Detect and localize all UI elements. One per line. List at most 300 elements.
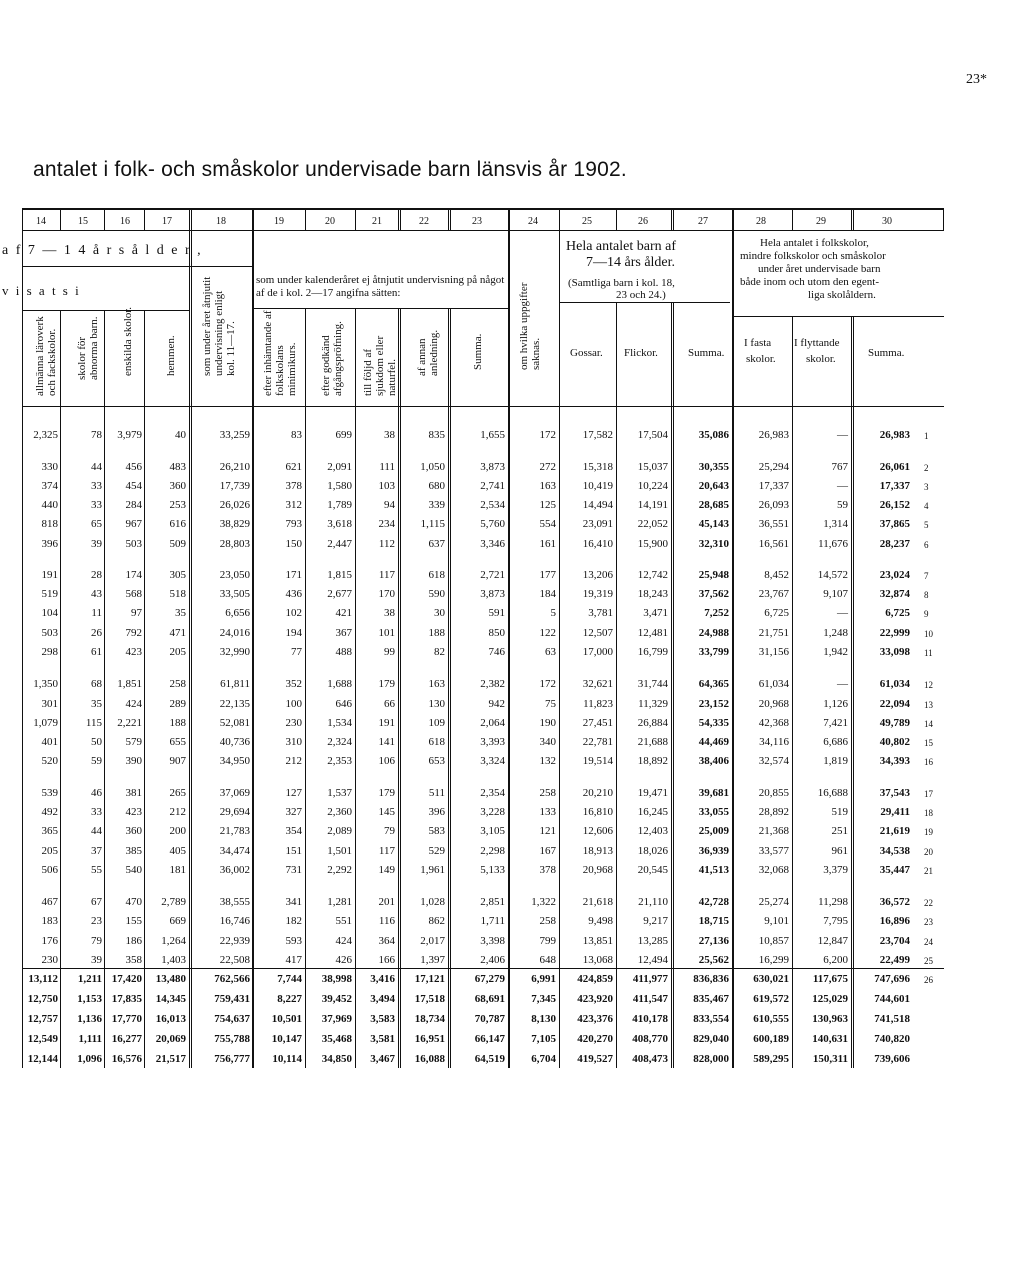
- table-cell: 961: [831, 845, 848, 857]
- table-cell: 33,505: [219, 588, 250, 600]
- table-cell: 27,136: [698, 935, 729, 947]
- table-cell: —: [837, 480, 848, 492]
- table-cell: 551: [335, 915, 352, 927]
- table-cell: 26,152: [879, 499, 910, 511]
- table-cell: 440: [41, 499, 58, 511]
- table-cell: 34,474: [219, 845, 250, 857]
- table-cell: 39: [91, 954, 102, 966]
- table-cell: 554: [539, 518, 556, 530]
- header-col17: hemmen.: [165, 335, 177, 376]
- table-cell: 12,494: [637, 954, 668, 966]
- col-rule: [60, 208, 61, 230]
- header-col22: af annan anledning.: [416, 329, 440, 376]
- header-age-span: a f 7 — 1 4 å r s å l d e r ,: [2, 243, 203, 258]
- table-cell: 200: [169, 825, 186, 837]
- table-cell: 31,156: [758, 646, 789, 658]
- table-cell: 16,013: [155, 1013, 186, 1025]
- table-cell: 2,089: [327, 825, 352, 837]
- col-rule: [792, 208, 793, 230]
- table-cell: 68,691: [474, 993, 505, 1005]
- row-number: 9: [924, 609, 929, 619]
- table-cell: —: [837, 607, 848, 619]
- table-cell: 3,379: [823, 864, 848, 876]
- header-group-28-30-line2: mindre folkskolor och småskolor: [740, 250, 886, 262]
- column-number: 24: [528, 216, 538, 227]
- table-cell: 358: [125, 954, 142, 966]
- table-cell: 61,811: [220, 678, 250, 690]
- table-cell: 28,685: [698, 499, 729, 511]
- table-cell: 22,499: [879, 954, 910, 966]
- table-cell: 1,851: [117, 678, 142, 690]
- table-cell: 24,988: [698, 627, 729, 639]
- table-cell: 15,037: [637, 461, 668, 473]
- row-number: 5: [924, 520, 929, 530]
- table-cell: 116: [378, 915, 395, 927]
- table-cell: 18,913: [582, 845, 613, 857]
- table-cell: 38: [384, 607, 395, 619]
- table-cell: 33,259: [219, 429, 250, 441]
- table-cell: 33,055: [698, 806, 729, 818]
- table-cell: 3,398: [480, 935, 505, 947]
- table-cell: 30: [434, 607, 445, 619]
- table-cell: 34,950: [219, 755, 250, 767]
- table-cell: 32,990: [219, 646, 250, 658]
- header-col29-line2: skolor.: [806, 353, 836, 365]
- table-cell: 34,393: [879, 755, 910, 767]
- header-bottom-rule: [22, 406, 944, 407]
- table-cell: 190: [539, 717, 556, 729]
- table-cell: 341: [285, 896, 302, 908]
- table-cell: 744,601: [874, 993, 910, 1005]
- table-cell: 8,227: [277, 993, 302, 1005]
- row-number: 1: [924, 431, 929, 441]
- table-cell: 205: [41, 845, 58, 857]
- column-number: 29: [816, 216, 826, 227]
- table-cell: 11,298: [818, 896, 848, 908]
- af-row-rule: [22, 266, 252, 267]
- header-col14: allmänna läroverk och fackskolor.: [34, 316, 58, 396]
- table-cell: 32,574: [758, 755, 789, 767]
- table-cell: 29,694: [219, 806, 250, 818]
- table-cell: 130: [428, 698, 445, 710]
- table-cell: 799: [539, 935, 556, 947]
- table-cell: 3,873: [480, 461, 505, 473]
- table-cell: 352: [285, 678, 302, 690]
- table-cell: 488: [335, 646, 352, 658]
- table-cell: 188: [428, 627, 445, 639]
- table-cell: 3,393: [480, 736, 505, 748]
- col-rule: [448, 208, 451, 230]
- table-cell: 38,829: [219, 518, 250, 530]
- table-cell: 539: [41, 787, 58, 799]
- table-cell: 381: [125, 787, 142, 799]
- col-rule: [851, 208, 854, 230]
- table-cell: 10,501: [271, 1013, 302, 1025]
- table-cell: 13,851: [582, 935, 613, 947]
- table-cell: 18,892: [637, 755, 668, 767]
- table-cell: 13,285: [637, 935, 668, 947]
- table-cell: 55: [91, 864, 102, 876]
- table-cell: 568: [125, 588, 142, 600]
- table-cell: 2,447: [327, 538, 352, 550]
- table-cell: 850: [488, 627, 505, 639]
- table-cell: 610,555: [753, 1013, 789, 1025]
- table-cell: 25,562: [698, 954, 729, 966]
- table-cell: 182: [285, 915, 302, 927]
- table-cell: 32,874: [879, 588, 910, 600]
- table-cell: 339: [428, 499, 445, 511]
- table-cell: 183: [41, 915, 58, 927]
- table-top-rule: [22, 208, 944, 210]
- table-cell: 36,572: [879, 896, 910, 908]
- table-cell: 61,034: [879, 678, 910, 690]
- table-cell: 1,403: [161, 954, 186, 966]
- table-cell: 9,498: [588, 915, 613, 927]
- table-cell: 12,750: [27, 993, 58, 1005]
- table-cell: 18,026: [637, 845, 668, 857]
- table-cell: 35: [175, 607, 186, 619]
- table-cell: 191: [41, 569, 58, 581]
- table-cell: 59: [91, 755, 102, 767]
- table-cell: 289: [169, 698, 186, 710]
- table-cell: 509: [169, 538, 186, 550]
- header-col20: efter godkänd afgångspröfning.: [320, 321, 344, 396]
- table-cell: 6,686: [823, 736, 848, 748]
- table-cell: 1,264: [161, 935, 186, 947]
- table-cell: 11: [91, 607, 102, 619]
- table-cell: 756,777: [214, 1053, 250, 1065]
- table-cell: 1,534: [327, 717, 352, 729]
- table-cell: 1,819: [823, 755, 848, 767]
- table-cell: 66,147: [474, 1033, 505, 1045]
- table-cell: 1,688: [327, 678, 352, 690]
- group-25-27-rule: [560, 302, 730, 303]
- table-cell: 3,979: [117, 429, 142, 441]
- table-cell: 75: [545, 698, 556, 710]
- table-cell: 45,143: [698, 518, 729, 530]
- table-cell: 836,836: [693, 973, 729, 985]
- table-cell: 12,606: [582, 825, 613, 837]
- table-cell: 130,963: [812, 1013, 848, 1025]
- table-cell: 367: [335, 627, 352, 639]
- table-cell: 33,098: [879, 646, 910, 658]
- table-cell: 212: [169, 806, 186, 818]
- table-cell: 34,538: [879, 845, 910, 857]
- table-cell: 161: [539, 538, 556, 550]
- table-cell: 411,977: [632, 973, 668, 985]
- table-cell: 529: [428, 845, 445, 857]
- table-cell: 731: [285, 864, 302, 876]
- table-cell: 9,217: [643, 915, 668, 927]
- table-cell: 67,279: [474, 973, 505, 985]
- table-cell: 739,606: [874, 1053, 910, 1065]
- row-number: 18: [924, 808, 933, 818]
- table-cell: 3,467: [370, 1053, 395, 1065]
- col-rule: [943, 208, 944, 230]
- col-rule: [398, 208, 401, 230]
- table-cell: 150: [285, 538, 302, 550]
- table-cell: 423,920: [577, 993, 613, 1005]
- table-cell: 106: [378, 755, 395, 767]
- table-cell: 78: [91, 429, 102, 441]
- table-cell: 2,017: [420, 935, 445, 947]
- table-cell: 390: [125, 755, 142, 767]
- table-cell: 102: [285, 607, 302, 619]
- table-cell: 26,026: [219, 499, 250, 511]
- table-cell: 3,346: [480, 538, 505, 550]
- table-cell: 258: [539, 787, 556, 799]
- table-cell: 64,519: [474, 1053, 505, 1065]
- table-cell: 1,501: [327, 845, 352, 857]
- table-cell: 32,621: [582, 678, 613, 690]
- table-cell: 21,618: [582, 896, 613, 908]
- table-cell: 10,114: [272, 1053, 302, 1065]
- header-group-25-27-line1: Hela antalet barn af: [566, 239, 676, 254]
- table-cell: 32,068: [758, 864, 789, 876]
- table-cell: 186: [125, 935, 142, 947]
- table-cell: 301: [41, 698, 58, 710]
- table-cell: 17,121: [414, 973, 445, 985]
- table-cell: 13,068: [582, 954, 613, 966]
- table-cell: 109: [428, 717, 445, 729]
- table-cell: 10,147: [271, 1033, 302, 1045]
- table-cell: 2,851: [480, 896, 505, 908]
- table-cell: 3,416: [370, 973, 395, 985]
- table-cell: 18,715: [698, 915, 729, 927]
- table-cell: 1,096: [77, 1053, 102, 1065]
- col-rule: [671, 208, 674, 230]
- table-cell: 181: [169, 864, 186, 876]
- table-cell: 16,810: [582, 806, 613, 818]
- header-group-19-23: som under kalenderåret ej åtnjutit undervisning på något af de i kol. 2—17 angifna sätten:: [256, 274, 505, 299]
- table-cell: 26,983: [758, 429, 789, 441]
- table-cell: 5: [550, 607, 556, 619]
- row-number: 24: [924, 937, 933, 947]
- table-cell: 3,228: [480, 806, 505, 818]
- table-cell: 492: [41, 806, 58, 818]
- table-cell: 818: [41, 518, 58, 530]
- table-cell: 2,382: [480, 678, 505, 690]
- table-cell: 503: [41, 627, 58, 639]
- table-cell: 21,619: [879, 825, 910, 837]
- table-cell: 17,420: [111, 973, 142, 985]
- table-cell: 591: [488, 607, 505, 619]
- table-cell: 423,376: [577, 1013, 613, 1025]
- table-cell: 16,245: [637, 806, 668, 818]
- column-number: 14: [36, 216, 46, 227]
- table-cell: 410,178: [632, 1013, 668, 1025]
- table-cell: 253: [169, 499, 186, 511]
- table-cell: 3,324: [480, 755, 505, 767]
- table-cell: 32,310: [698, 538, 729, 550]
- table-cell: 149: [378, 864, 395, 876]
- table-cell: 1,115: [420, 518, 445, 530]
- table-cell: —: [837, 429, 848, 441]
- table-cell: 44,469: [698, 736, 729, 748]
- table-cell: 29,411: [880, 806, 910, 818]
- table-cell: 2,353: [327, 755, 352, 767]
- table-cell: 230: [41, 954, 58, 966]
- row-number: 12: [924, 680, 933, 690]
- table-cell: 408,473: [632, 1053, 668, 1065]
- table-cell: 589,295: [753, 1053, 789, 1065]
- table-cell: 6,656: [225, 607, 250, 619]
- row-number: 26: [924, 975, 933, 985]
- header-visats-i: v i s a t s i: [2, 283, 81, 298]
- table-cell: 125,029: [812, 993, 848, 1005]
- table-cell: 258: [169, 678, 186, 690]
- table-cell: 54,335: [698, 717, 729, 729]
- table-cell: 618: [428, 736, 445, 748]
- table-cell: 6,991: [531, 973, 556, 985]
- table-cell: 421: [335, 607, 352, 619]
- table-cell: 25,009: [698, 825, 729, 837]
- table-cell: 17,337: [758, 480, 789, 492]
- table-cell: 2,091: [327, 461, 352, 473]
- table-cell: 7,421: [823, 717, 848, 729]
- table-cell: 17,835: [111, 993, 142, 1005]
- table-cell: 6,704: [531, 1053, 556, 1065]
- table-cell: 20,069: [155, 1033, 186, 1045]
- table-cell: 616: [169, 518, 186, 530]
- row-number: 8: [924, 590, 929, 600]
- table-cell: 12,757: [27, 1013, 58, 1025]
- table-cell: 13,206: [582, 569, 613, 581]
- table-cell: 17,504: [637, 429, 668, 441]
- header-col18: som under året åtnjutit undervisning enligt kol. 11—17.: [201, 276, 237, 376]
- row-number: 2: [924, 463, 929, 473]
- row-number: 17: [924, 789, 933, 799]
- table-cell: 40,802: [879, 736, 910, 748]
- table-cell: 11,329: [638, 698, 668, 710]
- row-number: 13: [924, 700, 933, 710]
- table-cell: 145: [378, 806, 395, 818]
- table-cell: 122: [539, 627, 556, 639]
- header-col26: Flickor.: [624, 347, 658, 359]
- totals-rule: [22, 968, 944, 969]
- table-cell: 166: [378, 954, 395, 966]
- table-cell: 191: [378, 717, 395, 729]
- table-cell: 16,410: [582, 538, 613, 550]
- header-group-28-30-line3: under året undervisade barn: [758, 263, 881, 275]
- table-cell: 14,345: [155, 993, 186, 1005]
- row-number: 14: [924, 719, 933, 729]
- table-cell: 740,820: [874, 1033, 910, 1045]
- table-cell: 100: [285, 698, 302, 710]
- table-cell: 59: [837, 499, 848, 511]
- table-cell: 179: [378, 787, 395, 799]
- table-cell: 22,999: [879, 627, 910, 639]
- table-cell: 26: [91, 627, 102, 639]
- table-cell: 33,799: [698, 646, 729, 658]
- table-cell: 39: [91, 538, 102, 550]
- table-cell: 112: [378, 538, 395, 550]
- table-cell: 151: [285, 845, 302, 857]
- table-cell: 5,133: [480, 864, 505, 876]
- table-cell: 424: [125, 698, 142, 710]
- table-cell: 172: [539, 678, 556, 690]
- table-cell: 3,873: [480, 588, 505, 600]
- table-cell: 26,061: [879, 461, 910, 473]
- table-cell: 6,200: [823, 954, 848, 966]
- table-cell: 23,024: [879, 569, 910, 581]
- table-cell: 16,896: [879, 915, 910, 927]
- table-cell: 34,850: [321, 1053, 352, 1065]
- table-cell: 23,767: [758, 588, 789, 600]
- table-cell: 1,314: [823, 518, 848, 530]
- table-cell: 590: [428, 588, 445, 600]
- table-cell: 6,725: [764, 607, 789, 619]
- table-cell: 907: [169, 755, 186, 767]
- column-number: 22: [419, 216, 429, 227]
- table-cell: 22,781: [582, 736, 613, 748]
- table-cell: 2,354: [480, 787, 505, 799]
- column-number: 21: [372, 216, 382, 227]
- table-cell: 436: [285, 588, 302, 600]
- table-cell: 184: [539, 588, 556, 600]
- table-cell: 14,494: [582, 499, 613, 511]
- table-cell: 330: [41, 461, 58, 473]
- header-group-25-27-line4: 23 och 24.): [616, 289, 666, 301]
- table-cell: 212: [285, 755, 302, 767]
- table-cell: 396: [428, 806, 445, 818]
- table-cell: 20,210: [582, 787, 613, 799]
- table-cell: 179: [378, 678, 395, 690]
- table-cell: 1,079: [33, 717, 58, 729]
- table-cell: 205: [169, 646, 186, 658]
- table-cell: 2,721: [480, 569, 505, 581]
- table-cell: 37,969: [321, 1013, 352, 1025]
- header-col15: skolor för abnorma barn.: [76, 316, 100, 380]
- table-cell: 1,322: [531, 896, 556, 908]
- table-cell: 15,900: [637, 538, 668, 550]
- header-col21: till följd af sjukdom eller naturfel.: [362, 335, 398, 396]
- table-cell: 140,631: [812, 1033, 848, 1045]
- table-cell: 16,088: [414, 1053, 445, 1065]
- table-cell: 39,681: [698, 787, 729, 799]
- table-cell: 26,210: [219, 461, 250, 473]
- table-cell: 16,561: [758, 538, 789, 550]
- col-rule: [104, 208, 105, 230]
- table-cell: 83: [291, 429, 302, 441]
- table-cell: 3,583: [370, 1013, 395, 1025]
- table-cell: 21,783: [219, 825, 250, 837]
- table-cell: 132: [539, 755, 556, 767]
- table-cell: 35,447: [879, 864, 910, 876]
- table-cell: 49,789: [879, 717, 910, 729]
- table-cell: 117: [378, 569, 395, 581]
- table-cell: 1,711: [480, 915, 505, 927]
- table-cell: 99: [384, 646, 395, 658]
- table-cell: 3,581: [370, 1033, 395, 1045]
- table-cell: 5,760: [480, 518, 505, 530]
- table-cell: 22,094: [879, 698, 910, 710]
- table-cell: 340: [539, 736, 556, 748]
- table-cell: 19,471: [637, 787, 668, 799]
- table-cell: 9,101: [764, 915, 789, 927]
- table-cell: 97: [131, 607, 142, 619]
- table-cell: 655: [169, 736, 186, 748]
- table-cell: 25,294: [758, 461, 789, 473]
- col-rule: [616, 208, 617, 230]
- table-cell: 33: [91, 480, 102, 492]
- table-cell: 40,736: [219, 736, 250, 748]
- table-cell: 423: [125, 646, 142, 658]
- table-cell: 621: [285, 461, 302, 473]
- table-cell: 52,081: [219, 717, 250, 729]
- table-cell: 177: [539, 569, 556, 581]
- header-col24: om hvilka uppgifter saknas.: [518, 282, 542, 370]
